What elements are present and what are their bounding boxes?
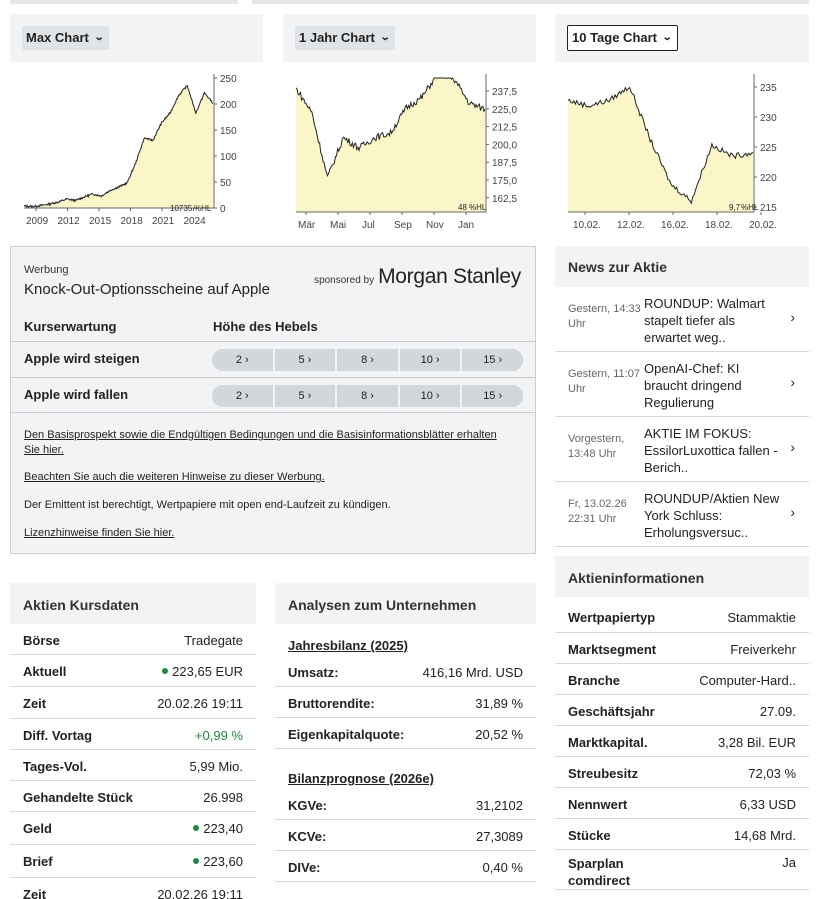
row-value: 416,16 Mrd. USD (422, 665, 523, 680)
section-title[interactable]: Bilanzprognose (2026e) (288, 771, 434, 786)
news-headline[interactable]: OpenAI-Chef: KI braucht dringend Regulierung (644, 361, 742, 410)
row-value: Tradegate (184, 633, 243, 648)
table-row (10, 624, 256, 655)
chevron-down-icon: ⌄ (661, 32, 673, 43)
analysen-table (275, 583, 536, 882)
1y-chart-volume: 48 (458, 203, 467, 212)
chart-max (10, 14, 263, 230)
section-jahresbilanz[interactable] (275, 624, 536, 656)
row-value: 223,65 EUR (172, 664, 243, 679)
max-chart-yticks (214, 74, 237, 215)
x-tick-label: 2009 (26, 216, 49, 227)
table-row (275, 851, 536, 882)
row-key: Zeit (23, 696, 47, 711)
row-key: KCVe: (288, 829, 327, 844)
leverage-button[interactable]: 5 › (275, 349, 338, 371)
y-tick-label: 150 (220, 126, 237, 137)
max-chart-area (24, 86, 213, 208)
y-tick-label: 100 (220, 152, 237, 163)
y-tick-label: 187,5 (492, 158, 518, 170)
row-value: Ja (782, 855, 796, 870)
top-strip-right (252, 0, 809, 4)
row-key: Tages-Vol. (23, 759, 87, 774)
chart-max-header (10, 14, 263, 62)
10d-chart-plot[interactable] (555, 70, 809, 230)
leverage-buttons (212, 349, 523, 371)
leverage-buttons (212, 385, 523, 407)
x-tick-label: 10.02. (573, 220, 601, 230)
10d-chart-xticks (573, 212, 777, 230)
col-leverage: Höhe des Hebels (213, 319, 318, 334)
leverage-button[interactable]: 2 › (212, 349, 275, 371)
row-key: Sparplan comdirect (568, 856, 631, 888)
x-tick-label: 2024 (183, 216, 206, 227)
row-value: 0,40 % (482, 860, 523, 875)
leverage-button[interactable]: 15 › (462, 385, 523, 407)
table-row (275, 718, 536, 749)
leverage-button[interactable]: 8 › (337, 385, 400, 407)
max-chart-volume: 10735 (170, 204, 193, 213)
x-tick-label: Jan (458, 220, 475, 230)
x-tick-label: 2018 (120, 216, 143, 227)
news-item[interactable] (555, 287, 809, 352)
row-key: Brief (23, 854, 53, 869)
news-headline[interactable]: ROUNDUP: Walmart stapelt tiefer als erwartet weg.. (644, 296, 765, 345)
kursdaten-title: Aktien Kursdaten (10, 583, 256, 624)
max-chart-plot[interactable] (10, 70, 263, 230)
sponsor-logo[interactable] (314, 265, 521, 289)
y-tick-label: 200,0 (492, 140, 518, 152)
10d-chart-area (568, 88, 753, 212)
chart-1y (283, 14, 536, 230)
section-bilanzprognose[interactable] (275, 749, 536, 789)
table-row (10, 845, 256, 878)
table-row (10, 878, 256, 899)
row-key: Nennwert (568, 797, 628, 812)
y-tick-label: 235 (760, 83, 777, 94)
max-chart-button[interactable] (22, 26, 109, 50)
table-row (10, 655, 256, 687)
sponsored-by-label: sponsored by (314, 275, 375, 286)
row-key: Stücke (568, 828, 611, 843)
x-tick-label: 2012 (57, 216, 80, 227)
table-row (275, 820, 536, 851)
news-time: Fr, 13.02.26 22:31 Uhr (568, 498, 627, 525)
row-key: Börse (23, 633, 60, 648)
row-value: 6,33 USD (739, 797, 796, 812)
leverage-button[interactable]: 15 › (462, 349, 523, 371)
1y-chart-button[interactable] (295, 26, 395, 50)
y-tick-label: 237,5 (492, 87, 518, 98)
row-key: Branche (568, 673, 621, 688)
row-value: Stammaktie (727, 610, 796, 625)
row-value: 223,60 (203, 854, 243, 869)
chart-10d-header (555, 14, 809, 62)
row-value: Freiverkehr (730, 642, 796, 657)
chevron-down-icon: ⌄ (93, 32, 105, 43)
row-value-wrap (193, 854, 243, 869)
y-tick-label: 212,5 (492, 122, 518, 134)
table-row (555, 633, 809, 664)
10d-chart-button[interactable] (567, 25, 678, 51)
news-time: Vorgestern, 13:48 Uhr (568, 433, 625, 460)
info-title: Aktieninformationen (555, 556, 809, 597)
y-tick-label: 225 (760, 143, 777, 154)
row-key: Marktkapital. (568, 735, 648, 750)
live-dot-icon (193, 858, 199, 864)
row-label: Apple wird steigen (24, 351, 140, 366)
row-value: 3,28 Bil. EUR (717, 735, 796, 750)
row-value: 223,40 (203, 821, 243, 836)
10d-chart-volume-unit: %HL (741, 203, 759, 212)
news-item[interactable] (555, 417, 809, 482)
row-value: 26.998 (203, 790, 243, 805)
row-key: Aktuell (23, 664, 67, 679)
y-tick-label: 200 (220, 100, 237, 111)
license-link[interactable]: Lizenzhinweise finden Sie hier. (24, 527, 175, 539)
x-tick-label: Jul (362, 220, 375, 230)
max-chart-volume-unit: %HL (194, 204, 212, 213)
y-tick-label: 0 (220, 204, 226, 215)
x-tick-label: Sep (394, 220, 412, 230)
max-chart-label: Max Chart (26, 30, 89, 45)
table-row (555, 819, 809, 850)
table-row (275, 656, 536, 687)
notice-link[interactable]: Beachten Sie auch die weiteren Hinweise zu dieser Werbung. (24, 471, 325, 483)
x-tick-label: 18.02. (705, 220, 733, 230)
section-title[interactable]: Jahresbilanz (2025) (288, 638, 408, 653)
y-tick-label: 50 (220, 178, 232, 189)
row-key: Gehandelte Stück (23, 790, 133, 805)
chart-10d (555, 14, 809, 230)
info-table (555, 556, 809, 890)
row-value: 5,99 Mio. (189, 759, 243, 774)
leverage-button[interactable]: 2 › (212, 385, 275, 407)
ad-title: Knock-Out-Optionsscheine auf Apple (24, 281, 270, 298)
x-tick-label: 12.02. (617, 220, 645, 230)
chevron-right-icon[interactable]: › (790, 504, 795, 520)
col-expectation: Kurserwartung (24, 319, 117, 334)
chevron-right-icon[interactable]: › (790, 439, 795, 455)
x-tick-label: Nov (426, 220, 444, 230)
y-tick-label: 250 (220, 74, 237, 85)
leverage-button[interactable]: 10 › (400, 385, 463, 407)
10d-chart-volume: 9,7 (729, 203, 741, 212)
table-row (555, 597, 809, 633)
10d-chart-yticks (754, 83, 777, 214)
row-key: Streubesitz (568, 766, 639, 781)
row-value: 27,3089 (476, 829, 523, 844)
row-value: 20.02.26 19:11 (157, 696, 243, 711)
row-key: Eigenkapitalquote: (288, 727, 405, 742)
1y-chart-plot[interactable] (283, 70, 536, 230)
row-value-wrap (162, 664, 243, 679)
row-key: Geld (23, 821, 52, 836)
row-value: 14,68 Mrd. (733, 828, 796, 843)
leverage-button[interactable]: 8 › (337, 349, 400, 371)
kursdaten-table (10, 583, 256, 899)
y-tick-label: 220 (760, 173, 777, 184)
news-time: Gestern, 11:07 Uhr (568, 368, 640, 395)
table-row (555, 757, 809, 788)
row-key: DIVe: (288, 860, 321, 875)
row-value: 72,03 % (748, 766, 796, 781)
analysen-title: Analysen zum Unternehmen (275, 583, 536, 624)
row-key: Geschäftsjahr (568, 704, 655, 719)
news-title: News zur Aktie (555, 246, 809, 287)
morgan-stanley-logo: Morgan Stanley (378, 265, 521, 288)
row-value: 20.02.26 19:11 (157, 887, 243, 899)
chevron-down-icon: ⌄ (379, 32, 391, 43)
ad-row-fall (11, 377, 535, 413)
y-tick-label: 225,0 (492, 104, 518, 116)
1y-chart-volume-unit: %HL (469, 203, 487, 212)
table-row (10, 812, 256, 845)
news-item[interactable] (555, 352, 809, 417)
table-row (275, 687, 536, 718)
news-time: Gestern, 14:33 Uhr (568, 303, 641, 330)
table-row (10, 719, 256, 750)
1y-chart-label: 1 Jahr Chart (299, 30, 375, 45)
x-tick-label: 20.02. (749, 220, 777, 230)
10d-chart-label: 10 Tage Chart (572, 30, 658, 45)
table-row (555, 695, 809, 726)
table-row (555, 788, 809, 819)
chart-1y-header (283, 14, 536, 62)
table-row (555, 726, 809, 757)
x-tick-label: Mär (298, 220, 316, 230)
row-key: Wertpapiertyp (568, 610, 656, 625)
live-dot-icon (193, 825, 199, 831)
news-panel (555, 246, 809, 547)
row-key: Zeit (23, 887, 47, 899)
y-tick-label: 162,5 (492, 193, 518, 205)
x-tick-label: Mai (330, 220, 347, 230)
ad-tag: Werbung (24, 264, 69, 276)
issuer-note: Der Emittent ist berechtigt, Wertpapiere mit open end-Laufzeit zu kündigen. (24, 499, 391, 511)
x-tick-label: 2015 (89, 216, 112, 227)
chevron-right-icon[interactable]: › (790, 374, 795, 390)
table-row (10, 781, 256, 812)
leverage-button[interactable]: 10 › (400, 349, 463, 371)
y-tick-label: 175,0 (492, 176, 518, 187)
row-label: Apple wird fallen (24, 387, 129, 402)
prospectus-link[interactable]: Den Basisprospekt sowie die Endgültigen Bedingungen und die Basisinformationsblätter erhalten Sie hier. (24, 429, 497, 456)
live-dot-icon (162, 668, 168, 674)
1y-chart-yticks (486, 87, 517, 205)
x-tick-label: 16.02. (661, 220, 689, 230)
x-tick-label: 2021 (152, 216, 175, 227)
leverage-button[interactable]: 5 › (275, 385, 338, 407)
table-row (275, 789, 536, 820)
row-key: KGVe: (288, 798, 328, 813)
row-key: Umsatz: (288, 665, 339, 680)
1y-chart-xticks (298, 212, 474, 230)
row-value: +0,99 % (194, 728, 243, 743)
row-value: 27.09. (759, 704, 796, 719)
table-row (555, 850, 809, 890)
y-tick-label: 230 (760, 113, 777, 124)
row-value-wrap (193, 821, 243, 836)
row-value: Computer-Hard.. (699, 673, 796, 688)
row-value: 20,52 % (475, 727, 523, 742)
news-headline[interactable]: ROUNDUP/Aktien New York Schluss: Erholungsversuc.. (644, 491, 780, 540)
row-key: Marktsegment (568, 642, 657, 657)
table-row (10, 750, 256, 781)
row-value: 31,2102 (476, 798, 523, 813)
row-value: 31,89 % (475, 696, 523, 711)
y-tick-label: 215 (760, 203, 777, 214)
news-headline[interactable]: AKTIE IM FOKUS: EssilorLuxottica fallen - Berich.. (644, 426, 778, 475)
top-strip-left (10, 0, 238, 4)
table-row (555, 664, 809, 695)
table-row (10, 687, 256, 719)
1y-chart-area (296, 78, 485, 212)
news-item[interactable] (555, 482, 809, 547)
row-key: Bruttorendite: (288, 696, 375, 711)
ad-knockout-block (10, 246, 536, 554)
chevron-right-icon[interactable]: › (790, 309, 795, 325)
ad-row-rise (11, 341, 535, 377)
row-key: Diff. Vortag (23, 728, 93, 743)
